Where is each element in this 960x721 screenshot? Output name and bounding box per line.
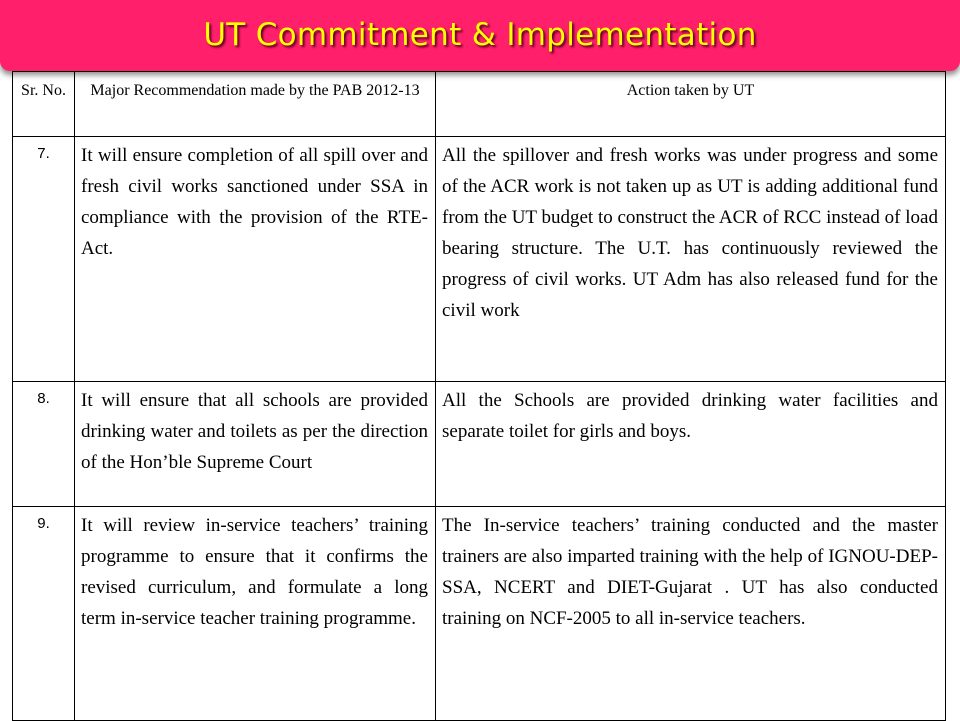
row-action-taken: The In-service teachers’ training conducted and the master trainers are also imparted training with the help of IGNOU-DEP-SSA, NCERT and DIET-Gujarat . UT has also conducted training on NCF-2005 to all in-service teachers.	[436, 507, 946, 721]
header-action-taken: Action taken by UT	[436, 72, 946, 137]
row-action-taken: All the spillover and fresh works was under progress and some of the ACR work is not taken up as UT is adding additional fund from the UT budget to construct the ACR of RCC instead of load bearing structure. The U.T. has continuously reviewed the progress of civil works. UT Adm has also released fund for the civil work	[436, 137, 946, 382]
row-sr-number: 7.	[13, 137, 75, 382]
row-sr-number: 8.	[13, 382, 75, 507]
row-recommendation: It will ensure that all schools are provided drinking water and toilets as per the direction of the Hon’ble Supreme Court	[75, 382, 436, 507]
recommendation-table	[12, 71, 946, 721]
table-header-row	[13, 72, 946, 137]
table-row	[13, 137, 946, 382]
row-sr-number: 9.	[13, 507, 75, 721]
row-action-taken: All the Schools are provided drinking water facilities and separate toilet for girls and boys.	[436, 382, 946, 507]
slide-title: UT Commitment & Implementation	[203, 17, 757, 53]
table-row	[13, 382, 946, 507]
header-sr-no: Sr. No.	[13, 72, 75, 137]
header-major-recommendation: Major Recommendation made by the PAB 2012-13	[75, 72, 436, 137]
row-recommendation: It will review in-service teachers’ training programme to ensure that it confirms the revised curriculum, and formulate a long term in-service teacher training programme.	[75, 507, 436, 721]
table-row	[13, 507, 946, 721]
row-recommendation: It will ensure completion of all spill over and fresh civil works sanctioned under SSA in compliance with the provision of the RTE-Act.	[75, 137, 436, 382]
